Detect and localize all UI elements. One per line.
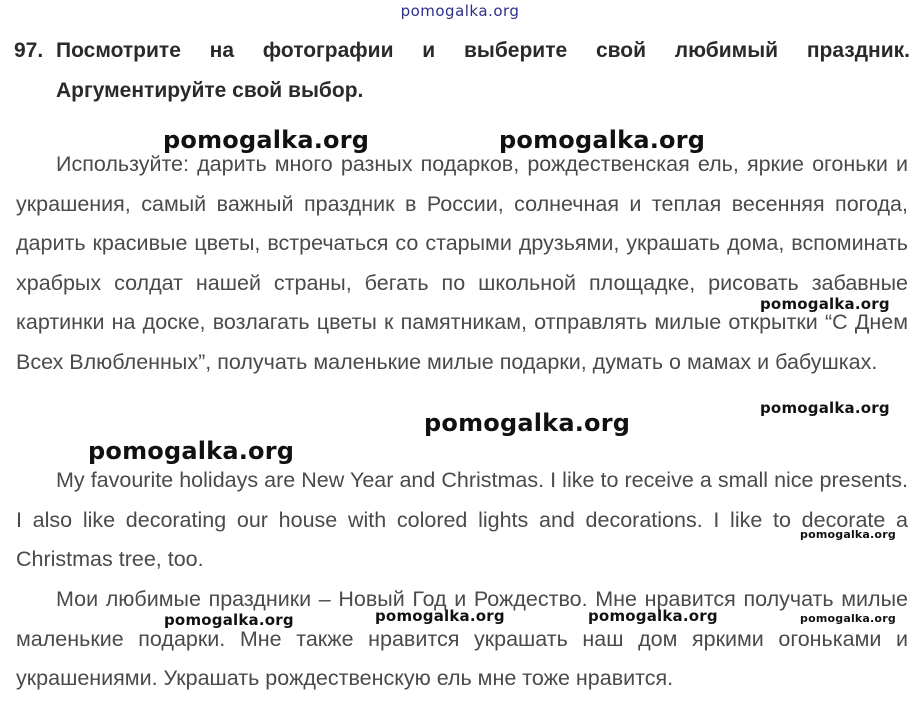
watermark: pomogalka.org [760, 295, 890, 313]
watermark: pomogalka.org [800, 612, 896, 625]
watermark: pomogalka.org [375, 607, 505, 625]
watermark: pomogalka.org [800, 528, 896, 541]
watermark: pomogalka.org [424, 409, 631, 437]
task-number: 97. [14, 39, 44, 62]
task-title-line-2: Аргументируйте свой выбор. [56, 79, 364, 102]
watermark: pomogalka.org [588, 607, 718, 625]
watermark: pomogalka.org [163, 126, 370, 154]
vocabulary-paragraph: Используйте: дарить много разных подарков, рождественская ель, яркие огоньки и украшения, самый важный праздник в России, солнечная и теплая весенняя погода, дарить красивые цветы, встречаться со старыми друзьями, украшать дома, вспоминать храбрых солдат нашей страны, бегать по школьной площадке, рисовать забавные картинки на доске, возлагать цветы к памятникам, отправлять милые открытки “С Днем Всех Влюбленных”, получать маленькие милые подарки, думать о мамах и бабушках. [16, 152, 908, 374]
russian-answer-paragraph: Мои любимые праздники – Новый Год и Рождество. Мне нравится получать милые маленькие подарки. Мне также нравится украшать наш дом яркими огоньками и украшениями. Украшать рождественскую ель мне тоже нравится. [16, 587, 908, 690]
watermark: pomogalka.org [499, 126, 706, 154]
task-title-line-1: Посмотрите на фотографии и выберите свой любимый праздник. [56, 39, 910, 62]
watermark: pomogalka.org [164, 611, 294, 629]
watermark: pomogalka.org [760, 399, 890, 417]
english-answer-paragraph: My favourite holidays are New Year and Christmas. I like to receive a small nice presents. I also like decorating our house with colored lights and decorations. I like to decorate a Christmas tree, too. [16, 468, 908, 571]
watermark: pomogalka.org [88, 437, 295, 465]
site-header-watermark: pomogalka.org [400, 2, 520, 20]
